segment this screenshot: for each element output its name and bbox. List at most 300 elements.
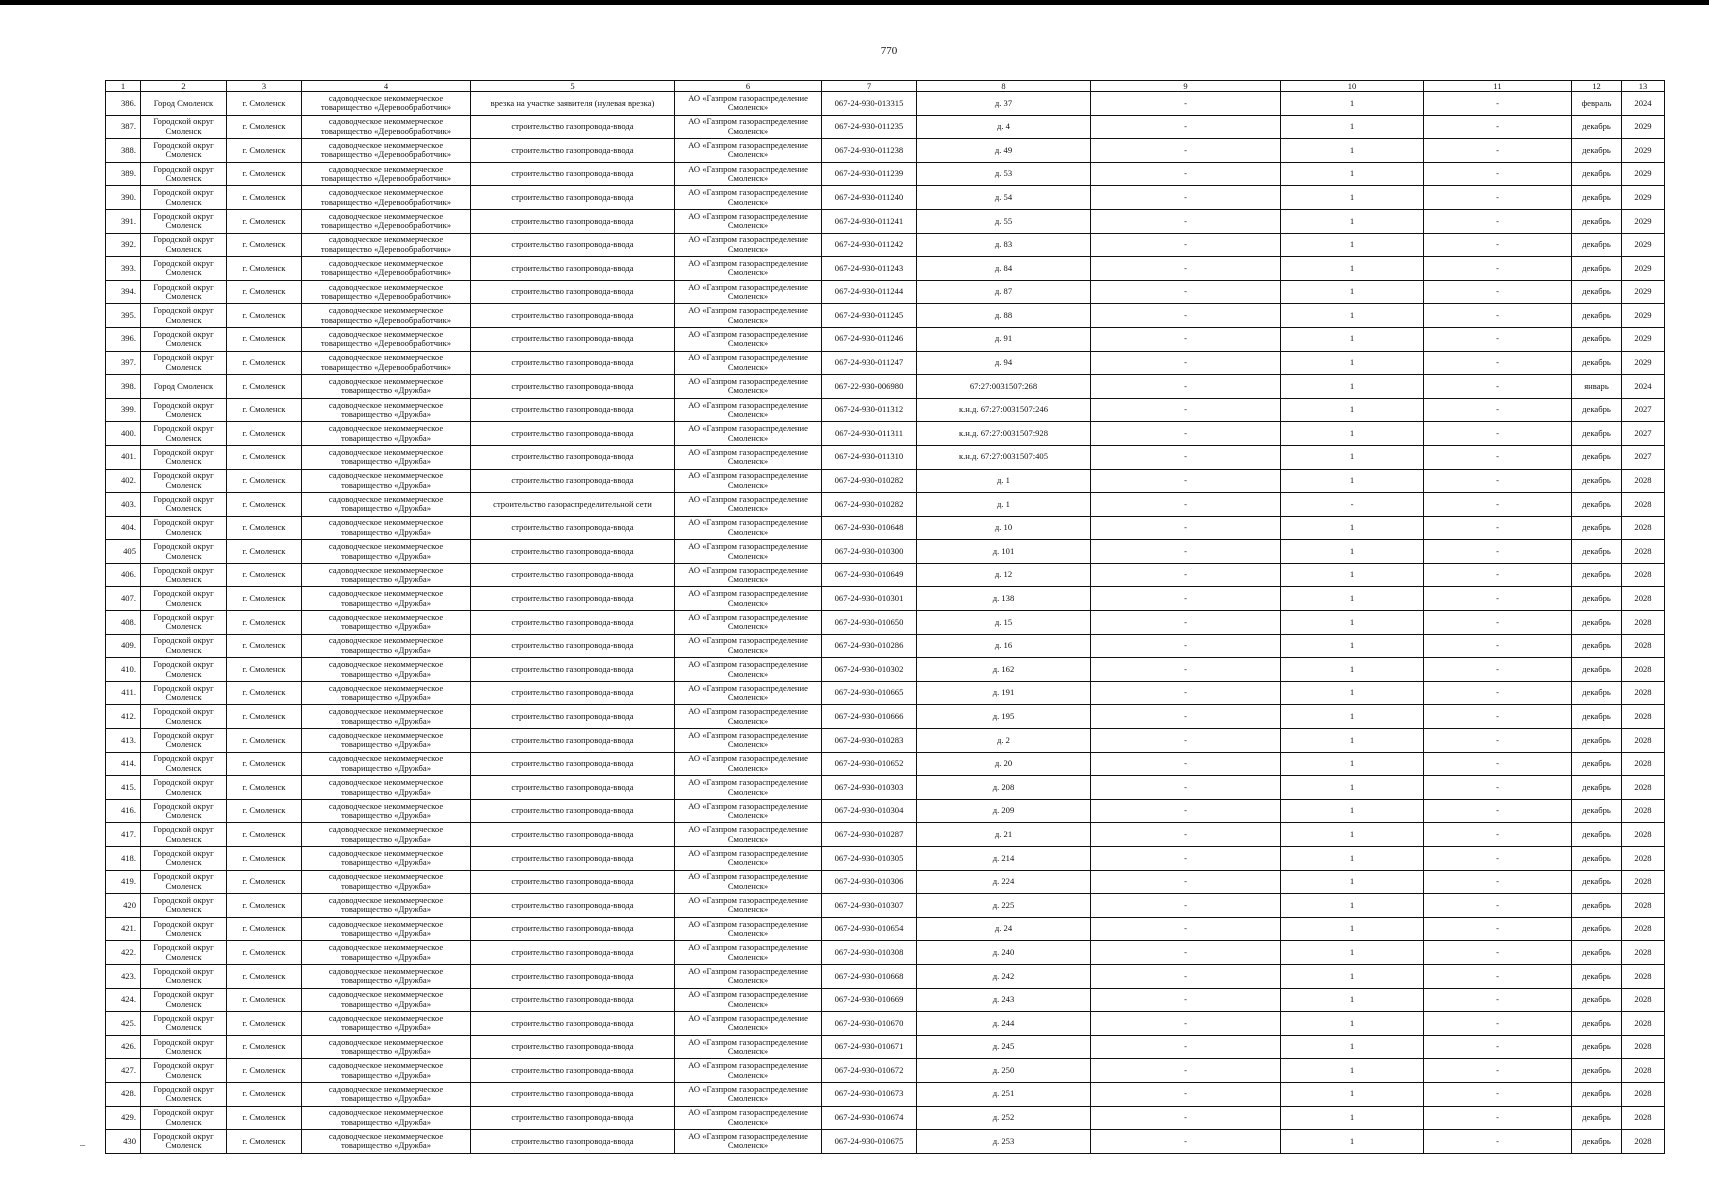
- year-cell: 2028: [1622, 941, 1665, 965]
- work-type-cell: строительство газопровода-ввода: [471, 587, 675, 611]
- col-9-cell: -: [1091, 162, 1281, 186]
- col-10-cell: 1: [1281, 186, 1424, 210]
- organization-cell: садоводческое некоммерческое товарищество «Дружба»: [302, 988, 471, 1012]
- organization-cell: садоводческое некоммерческое товарищество «Деревообработчик»: [302, 304, 471, 328]
- settlement-cell: г. Смоленск: [227, 563, 302, 587]
- col-11-cell: -: [1424, 634, 1572, 658]
- header-cell-12: 12: [1572, 81, 1622, 92]
- col-11-cell: -: [1424, 705, 1572, 729]
- col-9-cell: -: [1091, 870, 1281, 894]
- table-row: [106, 1059, 1665, 1083]
- municipality-cell: Городской округ Смоленск: [141, 1059, 227, 1083]
- operator-cell: АО «Газпром газораспределение Смоленск»: [675, 894, 822, 918]
- organization-cell: садоводческое некоммерческое товарищество «Деревообработчик»: [302, 327, 471, 351]
- operator-cell: АО «Газпром газораспределение Смоленск»: [675, 611, 822, 635]
- table-row: [106, 681, 1665, 705]
- settlement-cell: г. Смоленск: [227, 493, 302, 517]
- settlement-cell: г. Смоленск: [227, 92, 302, 116]
- settlement-cell: г. Смоленск: [227, 1106, 302, 1130]
- municipality-cell: Городской округ Смоленск: [141, 894, 227, 918]
- contract-number-cell: 067-24-930-010652: [822, 752, 917, 776]
- table-row: [106, 115, 1665, 139]
- col-10-cell: 1: [1281, 233, 1424, 257]
- year-cell: 2029: [1622, 209, 1665, 233]
- settlement-cell: г. Смоленск: [227, 398, 302, 422]
- settlement-cell: г. Смоленск: [227, 752, 302, 776]
- work-type-cell: строительство газопровода-ввода: [471, 186, 675, 210]
- table-row: [106, 233, 1665, 257]
- work-type-cell: строительство газопровода-ввода: [471, 1082, 675, 1106]
- organization-cell: садоводческое некоммерческое товарищество «Дружба»: [302, 681, 471, 705]
- contract-number-cell: 067-24-930-010673: [822, 1082, 917, 1106]
- work-type-cell: строительство газопровода-ввода: [471, 917, 675, 941]
- contract-number-cell: 067-24-930-010282: [822, 493, 917, 517]
- row-number-cell: 391.: [106, 209, 141, 233]
- year-cell: 2028: [1622, 658, 1665, 682]
- municipality-cell: Городской округ Смоленск: [141, 634, 227, 658]
- municipality-cell: Городской округ Смоленск: [141, 823, 227, 847]
- month-cell: декабрь: [1572, 988, 1622, 1012]
- month-cell: декабрь: [1572, 516, 1622, 540]
- operator-cell: АО «Газпром газораспределение Смоленск»: [675, 658, 822, 682]
- row-number-cell: 430: [106, 1130, 141, 1154]
- year-cell: 2029: [1622, 233, 1665, 257]
- municipality-cell: Городской округ Смоленск: [141, 1130, 227, 1154]
- organization-cell: садоводческое некоммерческое товарищество «Дружба»: [302, 1012, 471, 1036]
- table-body: [106, 81, 1665, 1154]
- operator-cell: АО «Газпром газораспределение Смоленск»: [675, 375, 822, 399]
- organization-cell: садоводческое некоммерческое товарищество «Дружба»: [302, 634, 471, 658]
- settlement-cell: г. Смоленск: [227, 894, 302, 918]
- organization-cell: садоводческое некоммерческое товарищество «Дружба»: [302, 1106, 471, 1130]
- work-type-cell: строительство газопровода-ввода: [471, 233, 675, 257]
- col-10-cell: 1: [1281, 398, 1424, 422]
- organization-cell: садоводческое некоммерческое товарищество «Деревообработчик»: [302, 115, 471, 139]
- organization-cell: садоводческое некоммерческое товарищество «Дружба»: [302, 516, 471, 540]
- col-10-cell: 1: [1281, 729, 1424, 753]
- col-10-cell: 1: [1281, 894, 1424, 918]
- settlement-cell: г. Смоленск: [227, 611, 302, 635]
- table-row: [106, 870, 1665, 894]
- year-cell: 2028: [1622, 988, 1665, 1012]
- parcel-cell: д. 1: [917, 469, 1091, 493]
- table-row: [106, 1035, 1665, 1059]
- operator-cell: АО «Газпром газораспределение Смоленск»: [675, 964, 822, 988]
- year-cell: 2029: [1622, 351, 1665, 375]
- month-cell: декабрь: [1572, 847, 1622, 871]
- work-type-cell: строительство газопровода-ввода: [471, 799, 675, 823]
- col-11-cell: -: [1424, 563, 1572, 587]
- table-row: [106, 847, 1665, 871]
- row-number-cell: 395.: [106, 304, 141, 328]
- organization-cell: садоводческое некоммерческое товарищество «Дружба»: [302, 493, 471, 517]
- operator-cell: АО «Газпром газораспределение Смоленск»: [675, 540, 822, 564]
- table-row: [106, 752, 1665, 776]
- row-number-cell: 422.: [106, 941, 141, 965]
- table-row: [106, 729, 1665, 753]
- col-11-cell: -: [1424, 1082, 1572, 1106]
- col-10-cell: 1: [1281, 1059, 1424, 1083]
- operator-cell: АО «Газпром газораспределение Смоленск»: [675, 327, 822, 351]
- organization-cell: садоводческое некоммерческое товарищество «Дружба»: [302, 375, 471, 399]
- col-10-cell: 1: [1281, 92, 1424, 116]
- year-cell: 2028: [1622, 776, 1665, 800]
- parcel-cell: д. 250: [917, 1059, 1091, 1083]
- col-11-cell: -: [1424, 1035, 1572, 1059]
- row-number-cell: 419.: [106, 870, 141, 894]
- col-9-cell: -: [1091, 705, 1281, 729]
- settlement-cell: г. Смоленск: [227, 280, 302, 304]
- settlement-cell: г. Смоленск: [227, 351, 302, 375]
- settlement-cell: г. Смоленск: [227, 115, 302, 139]
- organization-cell: садоводческое некоммерческое товарищество «Дружба»: [302, 729, 471, 753]
- work-type-cell: строительство газопровода-ввода: [471, 162, 675, 186]
- year-cell: 2028: [1622, 516, 1665, 540]
- settlement-cell: г. Смоленск: [227, 375, 302, 399]
- settlement-cell: г. Смоленск: [227, 634, 302, 658]
- operator-cell: АО «Газпром газораспределение Смоленск»: [675, 847, 822, 871]
- row-number-cell: 417.: [106, 823, 141, 847]
- row-number-cell: 416.: [106, 799, 141, 823]
- header-cell-2: 2: [141, 81, 227, 92]
- col-9-cell: -: [1091, 209, 1281, 233]
- parcel-cell: д. 191: [917, 681, 1091, 705]
- col-9-cell: -: [1091, 139, 1281, 163]
- month-cell: декабрь: [1572, 1082, 1622, 1106]
- operator-cell: АО «Газпром газораспределение Смоленск»: [675, 752, 822, 776]
- row-number-cell: 387.: [106, 115, 141, 139]
- col-9-cell: -: [1091, 304, 1281, 328]
- organization-cell: садоводческое некоммерческое товарищество «Дружба»: [302, 422, 471, 446]
- col-11-cell: -: [1424, 375, 1572, 399]
- row-number-cell: 410.: [106, 658, 141, 682]
- year-cell: 2028: [1622, 493, 1665, 517]
- operator-cell: АО «Газпром газораспределение Смоленск»: [675, 351, 822, 375]
- contract-number-cell: 067-24-930-010303: [822, 776, 917, 800]
- organization-cell: садоводческое некоммерческое товарищество «Деревообработчик»: [302, 257, 471, 281]
- col-9-cell: -: [1091, 1035, 1281, 1059]
- year-cell: 2028: [1622, 752, 1665, 776]
- col-11-cell: -: [1424, 1130, 1572, 1154]
- parcel-cell: д. 84: [917, 257, 1091, 281]
- contract-number-cell: 067-24-930-011244: [822, 280, 917, 304]
- col-10-cell: 1: [1281, 257, 1424, 281]
- table-row: [106, 540, 1665, 564]
- row-number-cell: 393.: [106, 257, 141, 281]
- contract-number-cell: 067-24-930-011310: [822, 445, 917, 469]
- col-9-cell: -: [1091, 469, 1281, 493]
- col-9-cell: -: [1091, 917, 1281, 941]
- table-row: [106, 398, 1665, 422]
- year-cell: 2028: [1622, 469, 1665, 493]
- year-cell: 2024: [1622, 92, 1665, 116]
- col-10-cell: 1: [1281, 847, 1424, 871]
- col-9-cell: -: [1091, 752, 1281, 776]
- municipality-cell: Городской округ Смоленск: [141, 729, 227, 753]
- table-row: [106, 304, 1665, 328]
- parcel-cell: 67:27:0031507:268: [917, 375, 1091, 399]
- year-cell: 2027: [1622, 422, 1665, 446]
- parcel-cell: д. 244: [917, 1012, 1091, 1036]
- operator-cell: АО «Газпром газораспределение Смоленск»: [675, 115, 822, 139]
- parcel-cell: д. 162: [917, 658, 1091, 682]
- organization-cell: садоводческое некоммерческое товарищество «Дружба»: [302, 847, 471, 871]
- settlement-cell: г. Смоленск: [227, 1012, 302, 1036]
- col-10-cell: -: [1281, 493, 1424, 517]
- municipality-cell: Городской округ Смоленск: [141, 540, 227, 564]
- operator-cell: АО «Газпром газораспределение Смоленск»: [675, 162, 822, 186]
- col-9-cell: -: [1091, 658, 1281, 682]
- col-9-cell: -: [1091, 847, 1281, 871]
- col-11-cell: -: [1424, 681, 1572, 705]
- work-type-cell: врезка на участке заявителя (нулевая врезка): [471, 92, 675, 116]
- col-9-cell: -: [1091, 516, 1281, 540]
- operator-cell: АО «Газпром газораспределение Смоленск»: [675, 681, 822, 705]
- month-cell: декабрь: [1572, 823, 1622, 847]
- scan-mark-dash: –: [80, 1140, 85, 1151]
- work-type-cell: строительство газопровода-ввода: [471, 611, 675, 635]
- table-row: [106, 209, 1665, 233]
- col-9-cell: -: [1091, 92, 1281, 116]
- work-type-cell: строительство газопровода-ввода: [471, 634, 675, 658]
- municipality-cell: Городской округ Смоленск: [141, 516, 227, 540]
- col-10-cell: 1: [1281, 209, 1424, 233]
- register-table: [105, 80, 1665, 1154]
- municipality-cell: Городской округ Смоленск: [141, 847, 227, 871]
- operator-cell: АО «Газпром газораспределение Смоленск»: [675, 1130, 822, 1154]
- month-cell: декабрь: [1572, 257, 1622, 281]
- month-cell: декабрь: [1572, 1106, 1622, 1130]
- work-type-cell: строительство газопровода-ввода: [471, 729, 675, 753]
- month-cell: декабрь: [1572, 658, 1622, 682]
- col-9-cell: -: [1091, 422, 1281, 446]
- year-cell: 2028: [1622, 563, 1665, 587]
- parcel-cell: д. 37: [917, 92, 1091, 116]
- table-row: [106, 162, 1665, 186]
- operator-cell: АО «Газпром газораспределение Смоленск»: [675, 705, 822, 729]
- col-11-cell: -: [1424, 304, 1572, 328]
- col-9-cell: -: [1091, 587, 1281, 611]
- col-10-cell: 1: [1281, 870, 1424, 894]
- year-cell: 2027: [1622, 445, 1665, 469]
- row-number-cell: 427.: [106, 1059, 141, 1083]
- col-11-cell: -: [1424, 422, 1572, 446]
- parcel-cell: д. 225: [917, 894, 1091, 918]
- operator-cell: АО «Газпром газораспределение Смоленск»: [675, 445, 822, 469]
- col-11-cell: -: [1424, 186, 1572, 210]
- municipality-cell: Городской округ Смоленск: [141, 917, 227, 941]
- contract-number-cell: 067-24-930-011243: [822, 257, 917, 281]
- contract-number-cell: 067-24-930-011239: [822, 162, 917, 186]
- operator-cell: АО «Газпром газораспределение Смоленск»: [675, 799, 822, 823]
- organization-cell: садоводческое некоммерческое товарищество «Дружба»: [302, 563, 471, 587]
- month-cell: декабрь: [1572, 139, 1622, 163]
- table-row: [106, 658, 1665, 682]
- operator-cell: АО «Газпром газораспределение Смоленск»: [675, 1059, 822, 1083]
- col-11-cell: -: [1424, 92, 1572, 116]
- table-row: [106, 469, 1665, 493]
- contract-number-cell: 067-24-930-010307: [822, 894, 917, 918]
- col-10-cell: 1: [1281, 752, 1424, 776]
- col-10-cell: 1: [1281, 351, 1424, 375]
- contract-number-cell: 067-24-930-010286: [822, 634, 917, 658]
- municipality-cell: Городской округ Смоленск: [141, 988, 227, 1012]
- month-cell: декабрь: [1572, 493, 1622, 517]
- col-11-cell: -: [1424, 729, 1572, 753]
- parcel-cell: д. 243: [917, 988, 1091, 1012]
- work-type-cell: строительство газопровода-ввода: [471, 257, 675, 281]
- work-type-cell: строительство газопровода-ввода: [471, 658, 675, 682]
- year-cell: 2028: [1622, 964, 1665, 988]
- operator-cell: АО «Газпром газораспределение Смоленск»: [675, 186, 822, 210]
- municipality-cell: Городской округ Смоленск: [141, 115, 227, 139]
- parcel-cell: д. 55: [917, 209, 1091, 233]
- municipality-cell: Городской округ Смоленск: [141, 493, 227, 517]
- row-number-cell: 398.: [106, 375, 141, 399]
- month-cell: декабрь: [1572, 729, 1622, 753]
- municipality-cell: Городской округ Смоленск: [141, 139, 227, 163]
- settlement-cell: г. Смоленск: [227, 327, 302, 351]
- parcel-cell: д. 12: [917, 563, 1091, 587]
- contract-number-cell: 067-24-930-011312: [822, 398, 917, 422]
- year-cell: 2027: [1622, 398, 1665, 422]
- municipality-cell: Городской округ Смоленск: [141, 658, 227, 682]
- contract-number-cell: 067-24-930-010665: [822, 681, 917, 705]
- organization-cell: садоводческое некоммерческое товарищество «Дружба»: [302, 445, 471, 469]
- work-type-cell: строительство газопровода-ввода: [471, 563, 675, 587]
- parcel-cell: д. 94: [917, 351, 1091, 375]
- organization-cell: садоводческое некоммерческое товарищество «Дружба»: [302, 917, 471, 941]
- organization-cell: садоводческое некоммерческое товарищество «Дружба»: [302, 611, 471, 635]
- operator-cell: АО «Газпром газораспределение Смоленск»: [675, 422, 822, 446]
- parcel-cell: д. 214: [917, 847, 1091, 871]
- header-cell-7: 7: [822, 81, 917, 92]
- organization-cell: садоводческое некоммерческое товарищество «Дружба»: [302, 964, 471, 988]
- parcel-cell: д. 242: [917, 964, 1091, 988]
- header-cell-4: 4: [302, 81, 471, 92]
- organization-cell: садоводческое некоммерческое товарищество «Деревообработчик»: [302, 186, 471, 210]
- contract-number-cell: 067-24-930-010648: [822, 516, 917, 540]
- row-number-cell: 426.: [106, 1035, 141, 1059]
- col-10-cell: 1: [1281, 917, 1424, 941]
- operator-cell: АО «Газпром газораспределение Смоленск»: [675, 398, 822, 422]
- col-11-cell: -: [1424, 752, 1572, 776]
- year-cell: 2028: [1622, 894, 1665, 918]
- year-cell: 2028: [1622, 870, 1665, 894]
- month-cell: декабрь: [1572, 634, 1622, 658]
- col-11-cell: -: [1424, 445, 1572, 469]
- contract-number-cell: 067-24-930-010649: [822, 563, 917, 587]
- table-row: [106, 894, 1665, 918]
- header-cell-6: 6: [675, 81, 822, 92]
- col-11-cell: -: [1424, 870, 1572, 894]
- parcel-cell: д. 245: [917, 1035, 1091, 1059]
- col-10-cell: 1: [1281, 280, 1424, 304]
- col-9-cell: -: [1091, 115, 1281, 139]
- col-10-cell: 1: [1281, 1082, 1424, 1106]
- contract-number-cell: 067-24-930-011245: [822, 304, 917, 328]
- row-number-cell: 429.: [106, 1106, 141, 1130]
- month-cell: декабрь: [1572, 1012, 1622, 1036]
- parcel-cell: д. 253: [917, 1130, 1091, 1154]
- work-type-cell: строительство газопровода-ввода: [471, 1035, 675, 1059]
- month-cell: декабрь: [1572, 351, 1622, 375]
- operator-cell: АО «Газпром газораспределение Смоленск»: [675, 139, 822, 163]
- contract-number-cell: 067-24-930-010304: [822, 799, 917, 823]
- row-number-cell: 415.: [106, 776, 141, 800]
- header-cell-10: 10: [1281, 81, 1424, 92]
- month-cell: декабрь: [1572, 776, 1622, 800]
- settlement-cell: г. Смоленск: [227, 941, 302, 965]
- month-cell: декабрь: [1572, 280, 1622, 304]
- municipality-cell: Городской округ Смоленск: [141, 799, 227, 823]
- year-cell: 2028: [1622, 799, 1665, 823]
- work-type-cell: строительство газопровода-ввода: [471, 445, 675, 469]
- organization-cell: садоводческое некоммерческое товарищество «Дружба»: [302, 1035, 471, 1059]
- col-9-cell: -: [1091, 611, 1281, 635]
- year-cell: 2029: [1622, 139, 1665, 163]
- col-9-cell: -: [1091, 563, 1281, 587]
- year-cell: 2029: [1622, 115, 1665, 139]
- row-number-cell: 404.: [106, 516, 141, 540]
- operator-cell: АО «Газпром газораспределение Смоленск»: [675, 1082, 822, 1106]
- settlement-cell: г. Смоленск: [227, 257, 302, 281]
- parcel-cell: д. 49: [917, 139, 1091, 163]
- parcel-cell: д. 252: [917, 1106, 1091, 1130]
- operator-cell: АО «Газпром газораспределение Смоленск»: [675, 92, 822, 116]
- month-cell: декабрь: [1572, 681, 1622, 705]
- work-type-cell: строительство газопровода-ввода: [471, 422, 675, 446]
- parcel-cell: д. 195: [917, 705, 1091, 729]
- organization-cell: садоводческое некоммерческое товарищество «Дружба»: [302, 1082, 471, 1106]
- settlement-cell: г. Смоленск: [227, 209, 302, 233]
- year-cell: 2028: [1622, 634, 1665, 658]
- table-row: [106, 1012, 1665, 1036]
- col-11-cell: -: [1424, 799, 1572, 823]
- row-number-cell: 402.: [106, 469, 141, 493]
- table-row: [106, 587, 1665, 611]
- operator-cell: АО «Газпром газораспределение Смоленск»: [675, 587, 822, 611]
- contract-number-cell: 067-24-930-010672: [822, 1059, 917, 1083]
- settlement-cell: г. Смоленск: [227, 917, 302, 941]
- contract-number-cell: 067-24-930-011240: [822, 186, 917, 210]
- row-number-cell: 396.: [106, 327, 141, 351]
- month-cell: декабрь: [1572, 398, 1622, 422]
- parcel-cell: д. 1: [917, 493, 1091, 517]
- col-11-cell: -: [1424, 1012, 1572, 1036]
- col-10-cell: 1: [1281, 304, 1424, 328]
- col-10-cell: 1: [1281, 1130, 1424, 1154]
- col-9-cell: -: [1091, 351, 1281, 375]
- col-9-cell: -: [1091, 634, 1281, 658]
- month-cell: декабрь: [1572, 611, 1622, 635]
- organization-cell: садоводческое некоммерческое товарищество «Дружба»: [302, 894, 471, 918]
- row-number-cell: 409.: [106, 634, 141, 658]
- settlement-cell: г. Смоленск: [227, 445, 302, 469]
- col-9-cell: -: [1091, 823, 1281, 847]
- parcel-cell: д. 224: [917, 870, 1091, 894]
- year-cell: 2029: [1622, 162, 1665, 186]
- year-cell: 2028: [1622, 681, 1665, 705]
- contract-number-cell: 067-24-930-010283: [822, 729, 917, 753]
- month-cell: февраль: [1572, 92, 1622, 116]
- col-10-cell: 1: [1281, 139, 1424, 163]
- col-9-cell: -: [1091, 398, 1281, 422]
- col-9-cell: -: [1091, 1059, 1281, 1083]
- year-cell: 2028: [1622, 1059, 1665, 1083]
- month-cell: декабрь: [1572, 327, 1622, 351]
- col-9-cell: -: [1091, 964, 1281, 988]
